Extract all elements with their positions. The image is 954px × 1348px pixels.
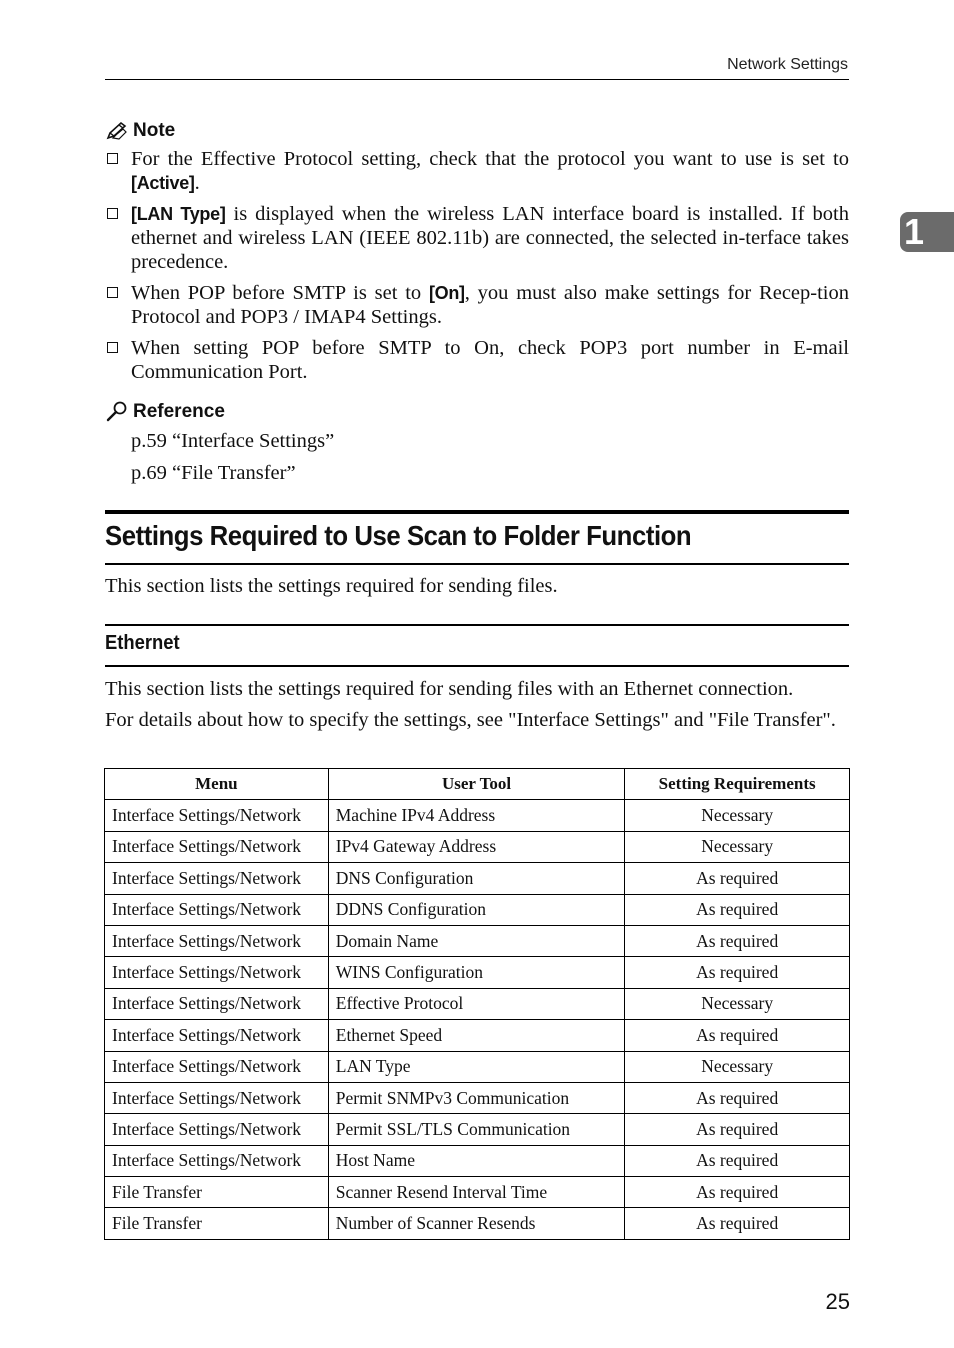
pencil-icon (105, 121, 129, 141)
table-row (105, 800, 850, 831)
cell-setting-requirement: As required (625, 925, 850, 956)
cell-setting-requirement: As required (625, 1145, 850, 1176)
cell-menu: Interface Settings/Network (105, 1145, 329, 1176)
cell-menu: Interface Settings/Network (105, 894, 329, 925)
note-item (105, 281, 849, 329)
cell-user-tool: Permit SNMPv3 Communication (328, 1082, 625, 1113)
cell-setting-requirement: Necessary (625, 988, 850, 1019)
magnifier-icon (105, 401, 129, 423)
page-number: 25 (825, 1289, 850, 1314)
cell-user-tool: Number of Scanner Resends (328, 1208, 625, 1239)
settings-table (104, 768, 850, 1240)
note-text: , you must also make settings for Recep-tion Protocol and POP3 / IMAP4 Settings. (131, 282, 849, 328)
note-text: . (194, 172, 200, 194)
note-text: is displayed when the wireless LAN interface board is installed. If both ethernet and wireless LAN (IEEE 802.11b) are connected, the selected in-terface takes precedence. (131, 203, 849, 273)
column-header-user-tool: User Tool (328, 769, 625, 800)
header-rule (105, 79, 849, 80)
section-top-rule (105, 510, 849, 514)
cell-setting-requirement: As required (625, 1177, 850, 1208)
cell-user-tool: IPv4 Gateway Address (328, 831, 625, 862)
cell-user-tool: Ethernet Speed (328, 1020, 625, 1051)
checkbox-bullet-icon (107, 153, 118, 164)
subsection-paragraph: For details about how to specify the settings, see "Interface Settings" and "File Transfer". (105, 709, 836, 731)
reference-heading (105, 401, 225, 423)
cell-user-tool: Effective Protocol (328, 988, 625, 1019)
cell-menu: Interface Settings/Network (105, 863, 329, 894)
cell-user-tool: Domain Name (328, 925, 625, 956)
table-row (105, 1208, 850, 1239)
checkbox-bullet-icon (107, 342, 118, 353)
table-row (105, 1020, 850, 1051)
column-header-menu: Menu (105, 769, 329, 800)
cell-user-tool: Host Name (328, 1145, 625, 1176)
cell-setting-requirement: As required (625, 894, 850, 925)
cell-menu: Interface Settings/Network (105, 1082, 329, 1113)
table-row (105, 1114, 850, 1145)
table-row (105, 831, 850, 862)
cell-user-tool: Machine IPv4 Address (328, 800, 625, 831)
checkbox-bullet-icon (107, 287, 118, 298)
cell-user-tool: Scanner Resend Interval Time (328, 1177, 625, 1208)
cell-menu: Interface Settings/Network (105, 800, 329, 831)
cell-setting-requirement: Necessary (625, 800, 850, 831)
note-keyword: [LAN Type] (131, 204, 226, 224)
reference-heading-label: Reference (133, 401, 225, 422)
cell-menu: Interface Settings/Network (105, 1051, 329, 1082)
cell-setting-requirement: Necessary (625, 831, 850, 862)
table-row (105, 863, 850, 894)
table-row (105, 894, 850, 925)
cell-menu: Interface Settings/Network (105, 988, 329, 1019)
checkbox-bullet-icon (107, 208, 118, 219)
cell-setting-requirement: As required (625, 863, 850, 894)
table-row (105, 1177, 850, 1208)
section-intro: This section lists the settings required for sending files. (105, 575, 558, 597)
note-text: For the Effective Protocol setting, check that the protocol you want to use is set to (131, 148, 849, 170)
note-text: When POP before SMTP is set to (131, 282, 429, 304)
cell-setting-requirement: As required (625, 1082, 850, 1113)
cell-menu: Interface Settings/Network (105, 1020, 329, 1051)
note-heading (105, 120, 175, 142)
cell-user-tool: DDNS Configuration (328, 894, 625, 925)
running-header: Network Settings (727, 56, 848, 73)
cell-menu: File Transfer (105, 1177, 329, 1208)
table-row (105, 1051, 850, 1082)
note-text: When setting POP before SMTP to On, check POP3 port number in E-mail Communication Port. (131, 337, 849, 383)
note-list (105, 147, 849, 391)
subsection-paragraph: This section lists the settings required for sending files with an Ethernet connection. (105, 678, 794, 700)
note-item (105, 202, 849, 274)
cell-user-tool: Permit SSL/TLS Communication (328, 1114, 625, 1145)
cell-user-tool: DNS Configuration (328, 863, 625, 894)
cell-menu: Interface Settings/Network (105, 1114, 329, 1145)
cell-setting-requirement: As required (625, 1208, 850, 1239)
cell-setting-requirement: As required (625, 957, 850, 988)
cell-menu: Interface Settings/Network (105, 957, 329, 988)
cell-user-tool: LAN Type (328, 1051, 625, 1082)
cell-user-tool: WINS Configuration (328, 957, 625, 988)
note-keyword: [Active] (131, 173, 195, 193)
cell-menu: File Transfer (105, 1208, 329, 1239)
subsection-bottom-rule (105, 665, 849, 667)
table-row (105, 925, 850, 956)
table-body (105, 800, 850, 1239)
cell-menu: Interface Settings/Network (105, 831, 329, 862)
note-keyword: [On] (428, 283, 465, 303)
table-row (105, 988, 850, 1019)
subsection-title: Ethernet (105, 632, 180, 654)
table-row (105, 1145, 850, 1176)
note-heading-label: Note (133, 120, 176, 141)
column-header-setting-requirements: Setting Requirements (625, 769, 850, 800)
cell-setting-requirement: Necessary (625, 1051, 850, 1082)
cell-menu: Interface Settings/Network (105, 925, 329, 956)
reference-link[interactable]: p.59 “Interface Settings” (131, 430, 335, 452)
cell-setting-requirement: As required (625, 1114, 850, 1145)
table-header-row (105, 769, 850, 800)
table-row (105, 957, 850, 988)
note-item (105, 336, 849, 384)
table-row (105, 1082, 850, 1113)
subsection-top-rule (105, 624, 849, 626)
chapter-tab: 1 (900, 212, 954, 252)
note-item (105, 147, 849, 195)
reference-link[interactable]: p.69 “File Transfer” (131, 462, 296, 484)
section-bottom-rule (105, 563, 849, 565)
cell-setting-requirement: As required (625, 1020, 850, 1051)
section-title: Settings Required to Use Scan to Folder Function (105, 520, 692, 551)
